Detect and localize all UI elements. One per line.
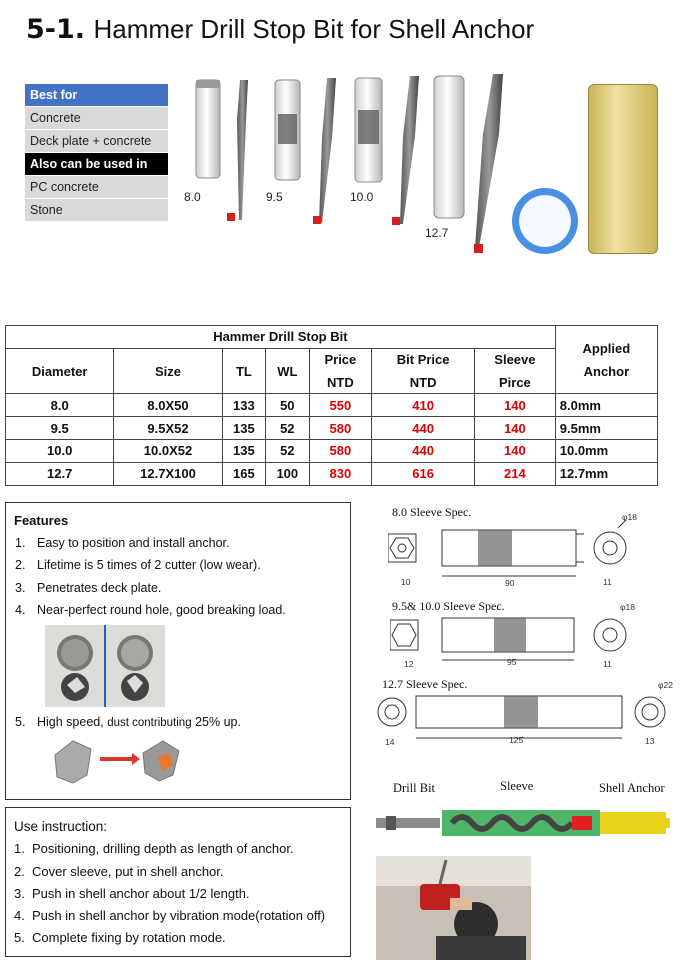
instruction-item: 2. Cover sleeve, put in shell anchor. — [14, 864, 224, 879]
hole-comparison-photo — [45, 625, 165, 707]
product-package — [588, 84, 658, 254]
spec-table — [5, 325, 658, 486]
applied-anchor-header: Applied Anchor — [555, 326, 657, 394]
sleeve-spec-label: 8.0 Sleeve Spec. — [392, 505, 472, 519]
feature-item-speed: 5. High speed, dust contributing 25% up. — [15, 715, 241, 729]
bit-9-5 — [313, 78, 336, 224]
drill-bit-product-illustration — [180, 70, 510, 260]
section-number: 5-1. — [26, 14, 86, 45]
also-used-item: PC concrete — [25, 176, 168, 198]
col-bit-price-unit: NTD — [372, 371, 475, 394]
page-title — [26, 14, 534, 48]
feature-item: 1. Easy to position and install anchor. — [15, 536, 230, 550]
col-size: Size — [114, 348, 222, 394]
bit-size-label: 9.5 — [266, 190, 283, 204]
bit-size-label: 8.0 — [184, 190, 201, 204]
bit-12-7 — [474, 74, 503, 253]
col-price: Price — [309, 348, 372, 371]
also-used-heading: Also can be used in — [25, 153, 168, 175]
use-instruction-panel — [5, 807, 351, 957]
table-row: 10.0 10.0X52 135 52 580 440 140 10.0mm — [6, 439, 658, 462]
section-title: Hammer Drill Stop Bit for Shell Anchor — [93, 14, 535, 44]
dim-left: 10 — [401, 577, 411, 587]
col-price-unit: NTD — [309, 371, 372, 394]
worker-drilling-photo — [376, 856, 531, 960]
use-instruction-title: Use instruction: — [14, 819, 108, 834]
dim-diameter: φ18 — [622, 512, 637, 522]
table-group-header: Hammer Drill Stop Bit — [6, 326, 556, 349]
also-used-item: Stone — [25, 199, 168, 221]
sleeve-spec-label: 9.5& 10.0 Sleeve Spec. — [392, 599, 505, 613]
col-sleeve-unit: Pirce — [475, 371, 556, 394]
best-for-item: Concrete — [25, 107, 168, 129]
dim-length: 95 — [507, 657, 517, 667]
col-sleeve: Sleeve — [475, 348, 556, 371]
bit-8-0 — [227, 80, 248, 221]
table-row: 9.5 9.5X52 135 52 580 440 140 9.5mm — [6, 417, 658, 440]
table-row: 8.0 8.0X50 133 50 550 410 140 8.0mm — [6, 394, 658, 417]
feature-item: 3. Penetrates deck plate. — [15, 581, 162, 595]
assembly-label-shell-anchor: Shell Anchor — [599, 781, 665, 795]
dim-diameter: φ22 — [658, 680, 673, 690]
sleeve-spec-label: 12.7 Sleeve Spec. — [382, 677, 468, 691]
instruction-item: 1. Positioning, drilling depth as length of anchor. — [14, 841, 294, 856]
features-title: Features — [14, 513, 69, 528]
sleeve-spec-drawing-12-7 — [376, 690, 672, 746]
feature-item: 4. Near-perfect round hole, good breaking load. — [15, 603, 286, 617]
col-wl: WL — [266, 348, 309, 394]
dim-right: 13 — [645, 736, 655, 746]
col-tl: TL — [222, 348, 265, 394]
sleeve-8-0 — [196, 80, 220, 178]
instruction-item: 4. Push in shell anchor by vibration mode(rotation off) — [14, 908, 326, 923]
dim-length: 90 — [505, 578, 515, 588]
dim-diameter: φ18 — [620, 602, 635, 612]
dim-left: 14 — [385, 737, 395, 747]
bit-10-0 — [392, 76, 419, 225]
dim-right: 11 — [603, 659, 612, 669]
features-panel — [5, 502, 351, 800]
dim-length: 125 — [509, 735, 524, 745]
instruction-item: 5. Complete fixing by rotation mode. — [14, 930, 226, 945]
table-row: 12.7 12.7X100 165 100 830 616 214 12.7mm — [6, 462, 658, 485]
bit-tip-closeup — [512, 188, 578, 254]
assembly-illustration — [372, 802, 674, 844]
best-for-item: Deck plate + concrete — [25, 130, 168, 152]
sleeve-9-5 — [275, 80, 300, 180]
dim-right: 11 — [603, 577, 612, 587]
feature-item: 2. Lifetime is 5 times of 2 cutter (low wear). — [15, 558, 261, 572]
best-for-heading: Best for — [25, 84, 168, 106]
col-diameter: Diameter — [6, 348, 114, 394]
col-bit-price: Bit Price — [372, 348, 475, 371]
sleeve-10-0 — [355, 78, 382, 182]
cutter-comparison-illustration — [45, 735, 185, 793]
bit-size-label: 12.7 — [425, 226, 449, 240]
bit-size-label: 10.0 — [350, 190, 374, 204]
instruction-item: 3. Push in shell anchor about 1/2 length. — [14, 886, 250, 901]
assembly-label-sleeve: Sleeve — [500, 779, 534, 793]
assembly-label-drill-bit: Drill Bit — [393, 781, 436, 795]
best-for-list — [25, 84, 168, 222]
sleeve-12-7 — [434, 76, 464, 218]
dim-left: 12 — [404, 659, 414, 669]
